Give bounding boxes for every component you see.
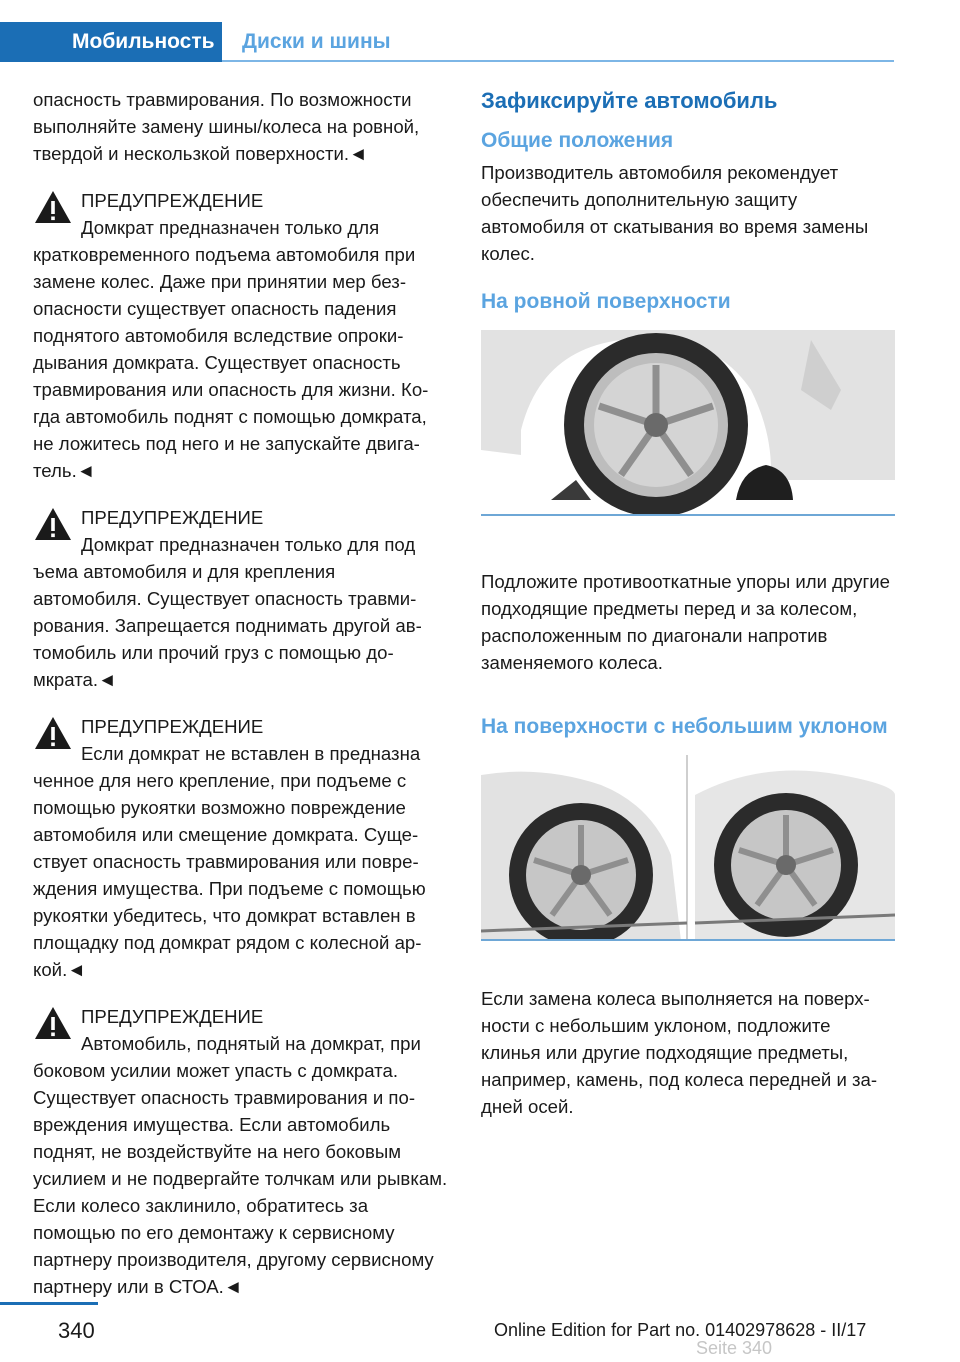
edition-note: Online Edition for Part no. 01402978628 - II/17 <box>494 1320 867 1340</box>
warning-title: ПРЕДУПРЕЖДЕНИЕ <box>81 507 264 528</box>
slope-paragraph: Если замена колеса выполняется на поверхности с небольшим уклоном, подложите клинья или другие подходящие предметы, например, камень, под колеса передней и задней осей. <box>481 988 878 1117</box>
warning-title: ПРЕДУПРЕЖДЕНИЕ <box>81 190 264 211</box>
section-heading: Зафиксируйте автомобиль <box>481 88 778 113</box>
watermark: Seite 340 <box>696 1338 773 1358</box>
warning-triangle-icon <box>33 189 73 225</box>
intro-paragraph: опасность травмирования. По возможности выполняйте замену шины/колеса на ровной, твердой и нескользкой поверхности.◄ <box>33 89 420 164</box>
warning-text: ъема автомобиля и для крепления автомобиля. Существует опасность травмирования. Запрещается поднимать другой автомобиль или прочий груз с помощью домкрата.◄ <box>33 561 422 690</box>
subheading-slope: На поверхности с небольшим уклоном <box>481 715 888 738</box>
warning-text-first-line: Если домкрат не вставлен в предназна <box>81 743 421 764</box>
general-paragraph: Производитель автомобиля рекомендует обеспечить дополнительную защиту автомобиля от скатывания во время замены колес. <box>481 162 869 264</box>
warning-text-first-line: Домкрат предназначен только для под <box>81 534 416 555</box>
tab-wheels-tires[interactable]: Диски и шины <box>242 30 391 53</box>
warning-text: ченное для него крепление, при подъеме с помощью рукоятки возможно повреждение автомобиля или смещение домкрата. Существует опасность травмирования или повреждения имущества. При подъеме с помощью рукоятки убедитесь, что домкрат вставлен в площадку под домкрат рядом с колесной аркой.◄ <box>33 770 426 980</box>
chapter-header <box>0 0 960 62</box>
warning-block <box>33 713 449 983</box>
subheading-flat-surface: На ровной поверхности <box>481 290 731 313</box>
footer-rule <box>0 1302 98 1305</box>
warning-text: кратковременного подъема автомобиля при замене колес. Даже при принятии мер безопасности существует опасность падения поднятого автомобиля вследствие опрокидывания домкрата. Существует опасность травмирования или опасность для жизни. Когда автомобиль поднят с помощью домкрата, не ложитесь под него и не запускайте двигатель.◄ <box>33 244 429 481</box>
warning-title: ПРЕДУПРЕЖДЕНИЕ <box>81 716 264 737</box>
warning-title: ПРЕДУПРЕЖДЕНИЕ <box>81 1006 264 1027</box>
left-column <box>33 86 449 1320</box>
header-rule <box>222 60 894 62</box>
wheel-chock-slope-image <box>481 755 895 941</box>
warning-text-first-line: Домкрат предназначен только для <box>81 217 380 238</box>
warning-triangle-icon <box>33 1005 73 1041</box>
subheading-general: Общие положения <box>481 129 674 152</box>
flat-surface-illustration <box>481 330 895 516</box>
warning-text-first-line: Автомобиль, поднятый на домкрат, при <box>81 1033 421 1054</box>
warning-block <box>33 187 449 484</box>
flat-surface-paragraph: Подложите противооткатные упоры или другие подходящие предметы перед и за колесом, расположенным по диагонали напротив заменяемого колеса. <box>481 571 890 673</box>
slope-illustration <box>481 755 895 941</box>
warning-triangle-icon <box>33 715 73 751</box>
right-column <box>481 86 895 1140</box>
tab-mobility[interactable]: Мобильность <box>0 22 222 62</box>
warning-block <box>33 504 449 693</box>
warning-block <box>33 1003 449 1300</box>
warning-triangle-icon <box>33 506 73 542</box>
warning-text: боковом усилии может упасть с домкрата. Существует опасность травмирования и повреждения имущества. Если автомобиль поднят, не воздействуйте на него боковым усилием и не подвергайте толчкам или рывкам. Если колесо заклинило, обратитесь за помощью по его демонтажу к сервисному партнеру производителя, другому сервисному партнеру или в СТОА.◄ <box>33 1060 448 1297</box>
page-number: 340 <box>58 1318 95 1343</box>
wheel-chock-flat-image <box>481 330 895 516</box>
